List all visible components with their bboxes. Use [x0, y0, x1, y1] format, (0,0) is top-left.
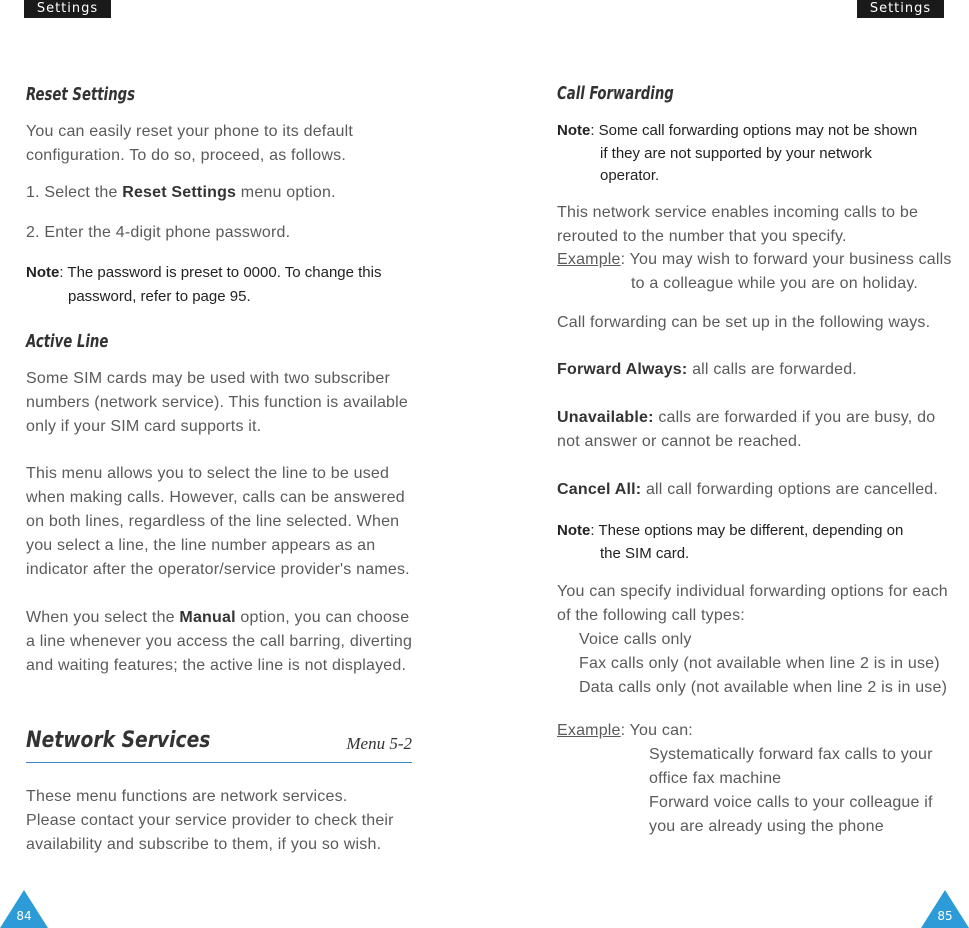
note-label: Note	[26, 264, 60, 281]
note-label: Note	[557, 522, 591, 539]
header-tab-right: Settings	[857, 0, 944, 18]
network-services-title: Network Services	[26, 728, 211, 753]
cf-note-line-1	[557, 120, 917, 142]
active-p1-line-3: only if your SIM card supports it.	[26, 418, 262, 435]
reset-step-1-post: menu option.	[236, 184, 336, 201]
cf-p3-line-2: of the following call types:	[557, 607, 745, 624]
cf-p2: Call forwarding can be set up in the following ways.	[557, 314, 931, 331]
cf-note-line-2: if they are not supported by your network	[600, 145, 872, 162]
active-p1-line-1: Some SIM cards may be used with two subscriber	[26, 370, 391, 387]
cf-p1-line-2: rerouted to the number that you specify.	[557, 228, 847, 245]
note-text: : Some call forwarding options may not be shown	[590, 122, 918, 139]
unavailable-line-2: not answer or cannot be reached.	[557, 433, 802, 450]
active-p3-line-3: and waiting features; the active line is not displayed.	[26, 657, 407, 674]
example-item-2-line-2: you are already using the phone	[649, 818, 884, 835]
unavailable-line-1	[557, 406, 935, 430]
cf-p1-line-1: This network service enables incoming calls to be	[557, 204, 919, 221]
cf-p3-line-1: You can specify individual forwarding options for each	[557, 583, 948, 600]
active-p2-line-1: This menu allows you to select the line to be used	[26, 465, 390, 482]
example-item-1-line-1: Systematically forward fax calls to your	[649, 746, 933, 763]
call-type-fax: Fax calls only (not available when line 2 is in use)	[579, 655, 940, 672]
manual-bold: Manual	[179, 609, 236, 626]
cf-note2-line-2: the SIM card.	[600, 545, 690, 562]
active-p1-line-2: numbers (network service). This function is available	[26, 394, 409, 411]
reset-settings-heading: Reset Settings	[26, 84, 136, 105]
cf-note-line-3: operator.	[600, 167, 660, 184]
example-text: : You can:	[620, 722, 693, 739]
call-type-voice: Voice calls only	[579, 631, 692, 648]
active-p3-line-1	[26, 606, 409, 630]
network-line-3: availability and subscribe to them, if you so wish.	[26, 836, 382, 853]
cf-example-line-2: to a colleague while you are on holiday.	[631, 275, 918, 292]
cf-example-line-1	[557, 248, 952, 272]
active-p3-pre: When you select the	[26, 609, 180, 626]
network-line-2: Please contact your service provider to check their	[26, 812, 394, 829]
cf-example2-line-1	[557, 719, 693, 743]
network-services-header	[26, 726, 412, 763]
active-p2-line-4: you select a line, the line number appears as an	[26, 537, 376, 554]
active-p3-line-2: a line whenever you access the call barring, diverting	[26, 633, 413, 650]
network-line-1: These menu functions are network services.	[26, 788, 348, 805]
forward-always-text: all calls are forwarded.	[687, 361, 857, 378]
cancel-all-line	[557, 478, 938, 502]
reset-intro-line-2: configuration. To do so, proceed, as follows.	[26, 147, 346, 164]
menu-reference: Menu 5-2	[346, 734, 412, 753]
reset-step-2: 2. Enter the 4-digit phone password.	[26, 224, 291, 241]
active-p2-line-2: when making calls. However, calls can be answered	[26, 489, 405, 506]
call-forwarding-heading: Call Forwarding	[557, 83, 674, 104]
reset-step-1-bold: Reset Settings	[122, 184, 237, 201]
forward-always-line	[557, 358, 857, 382]
cancel-all-text: all call forwarding options are cancelled.	[641, 481, 939, 498]
forward-always-bold: Forward Always:	[557, 361, 688, 378]
reset-step-1-pre: 1. Select the	[26, 184, 123, 201]
header-tab-left: Settings	[24, 0, 111, 18]
cf-note2-line-1	[557, 520, 903, 542]
example-item-1-line-2: office fax machine	[649, 770, 782, 787]
reset-note-line-1	[26, 262, 382, 284]
reset-intro-line-1: You can easily reset your phone to its default	[26, 123, 354, 140]
example-label: Example	[557, 722, 621, 739]
note-text: : The password is preset to 0000. To change this	[59, 264, 382, 281]
page-number-right: 85	[937, 909, 953, 923]
call-type-data: Data calls only (not available when line 2 is in use)	[579, 679, 948, 696]
note-text: : These options may be different, depending on	[590, 522, 904, 539]
active-p2-line-3: on both lines, regardless of the line selected. When	[26, 513, 400, 530]
unavailable-text: calls are forwarded if you are busy, do	[653, 409, 936, 426]
example-text: : You may wish to forward your business calls	[620, 251, 952, 268]
active-line-heading: Active Line	[26, 331, 109, 352]
reset-step-1	[26, 181, 336, 205]
active-p2-line-5: indicator after the operator/service provider's names.	[26, 561, 410, 578]
active-p3-post: option, you can choose	[235, 609, 410, 626]
example-label: Example	[557, 251, 621, 268]
page-number-left: 84	[16, 909, 32, 923]
unavailable-bold: Unavailable:	[557, 409, 654, 426]
note-label: Note	[557, 122, 591, 139]
reset-note-line-2: password, refer to page 95.	[68, 288, 251, 305]
cancel-all-bold: Cancel All:	[557, 481, 642, 498]
example-item-2-line-1: Forward voice calls to your colleague if	[649, 794, 933, 811]
